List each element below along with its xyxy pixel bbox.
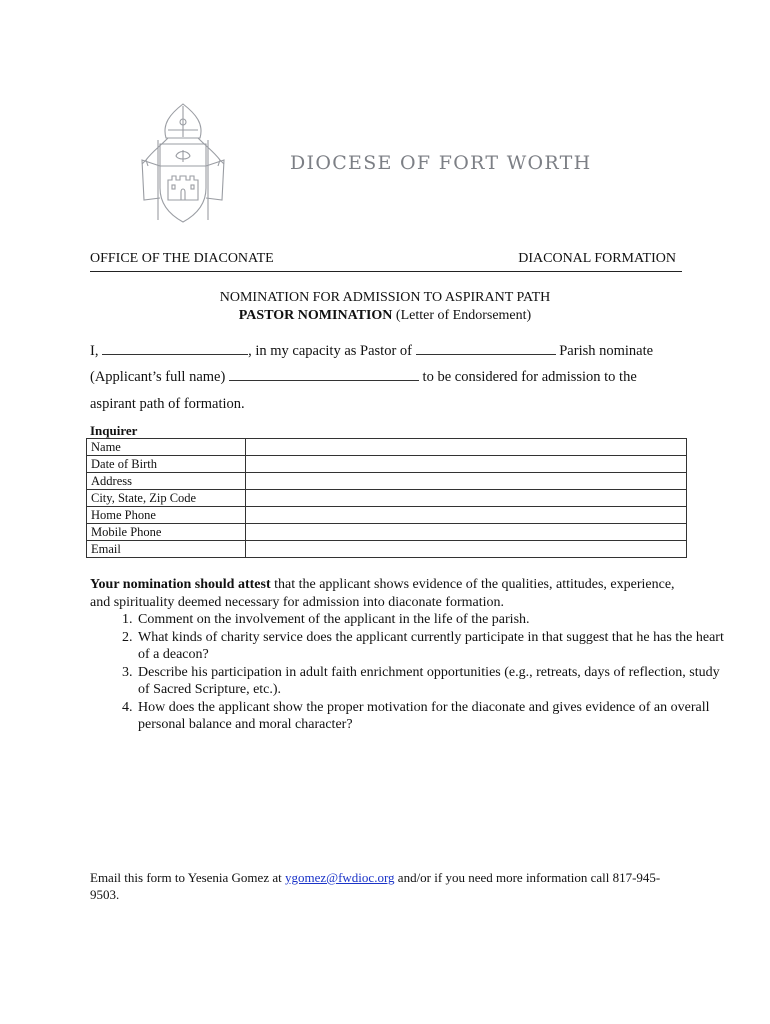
inquirer-field-input[interactable] [246, 456, 687, 473]
inquirer-field-label: Home Phone [87, 507, 246, 524]
office-header [90, 251, 682, 272]
inquirer-row [87, 541, 687, 558]
attest-paragraph [90, 576, 680, 612]
inquirer-row [87, 439, 687, 456]
inquirer-row [87, 490, 687, 507]
inquirer-field-label: Email [87, 541, 246, 558]
form-title: NOMINATION FOR ADMISSION TO ASPIRANT PATH [219, 290, 551, 305]
pastor-name-blank[interactable] [102, 343, 248, 355]
attest-bold: Your nomination should attest [90, 577, 271, 592]
nomination-statement-line-1 [90, 343, 653, 360]
inquirer-field-input[interactable] [246, 541, 687, 558]
form-subtitle-bold: PASTOR NOMINATION [238, 308, 393, 323]
organization-name: DIOCESE OF FORT WORTH [290, 152, 592, 174]
statement-text: I, [90, 343, 103, 359]
diocese-coat-of-arms-logo [138, 100, 228, 228]
inquirer-label: Inquirer [90, 423, 138, 438]
question-item: 1. Comment on the involvement of the applicant in the life of the parish. [136, 611, 726, 629]
statement-text: to be considered for admission to the [418, 369, 637, 385]
nomination-statement-line-3: aspirant path of formation. [90, 396, 245, 412]
inquirer-field-input[interactable] [246, 507, 687, 524]
form-subtitle-rest: (Letter of Endorsement) [392, 308, 532, 323]
question-item: 3. Describe his participation in adult faith enrichment opportunities (e.g., retreats, days of reflection, study of Sacred Scripture, etc.). [136, 664, 726, 699]
inquirer-field-input[interactable] [246, 490, 687, 507]
email-link[interactable]: ygomez@fwdioc.org [284, 870, 395, 885]
inquirer-field-input[interactable] [246, 473, 687, 490]
question-item: 4. How does the applicant show the proper motivation for the diaconate and gives evidence of an overall personal balance and moral character? [136, 699, 726, 734]
inquirer-row [87, 456, 687, 473]
inquirer-field-input[interactable] [246, 524, 687, 541]
parish-name-blank[interactable] [416, 343, 556, 355]
inquirer-field-label: Address [87, 473, 246, 490]
attest-rest: that the applicant shows evidence of the qualities, attitudes, experience, and spirituality deemed necessary for admission into diaconate formation. [90, 577, 675, 610]
inquirer-field-label: Date of Birth [87, 456, 246, 473]
department-name: DIACONAL FORMATION [518, 251, 676, 266]
form-subtitle [0, 308, 770, 324]
statement-text: (Applicant’s full name) [90, 369, 229, 385]
contact-text: and/or if you need more information call 817-945-9503. [90, 870, 661, 902]
question-item: 2. What kinds of charity service does the applicant currently participate in that suggest that he has the heart of a deacon? [136, 629, 726, 664]
contact-text: Email this form to Yesenia Gomez at [90, 870, 285, 885]
question-list [90, 611, 726, 734]
inquirer-row [87, 473, 687, 490]
inquirer-row [87, 507, 687, 524]
applicant-name-blank[interactable] [229, 369, 419, 381]
inquirer-field-label: City, State, Zip Code [87, 490, 246, 507]
inquirer-row [87, 524, 687, 541]
statement-text: Parish nominate [555, 343, 654, 359]
inquirer-field-input[interactable] [246, 439, 687, 456]
nomination-statement-line-2 [90, 369, 637, 386]
inquirer-field-label: Mobile Phone [87, 524, 246, 541]
office-name: OFFICE OF THE DIACONATE [90, 251, 274, 266]
inquirer-field-label: Name [87, 439, 246, 456]
inquirer-table [86, 438, 687, 558]
contact-paragraph [90, 869, 680, 903]
statement-text: , in my capacity as Pastor of [248, 343, 416, 359]
